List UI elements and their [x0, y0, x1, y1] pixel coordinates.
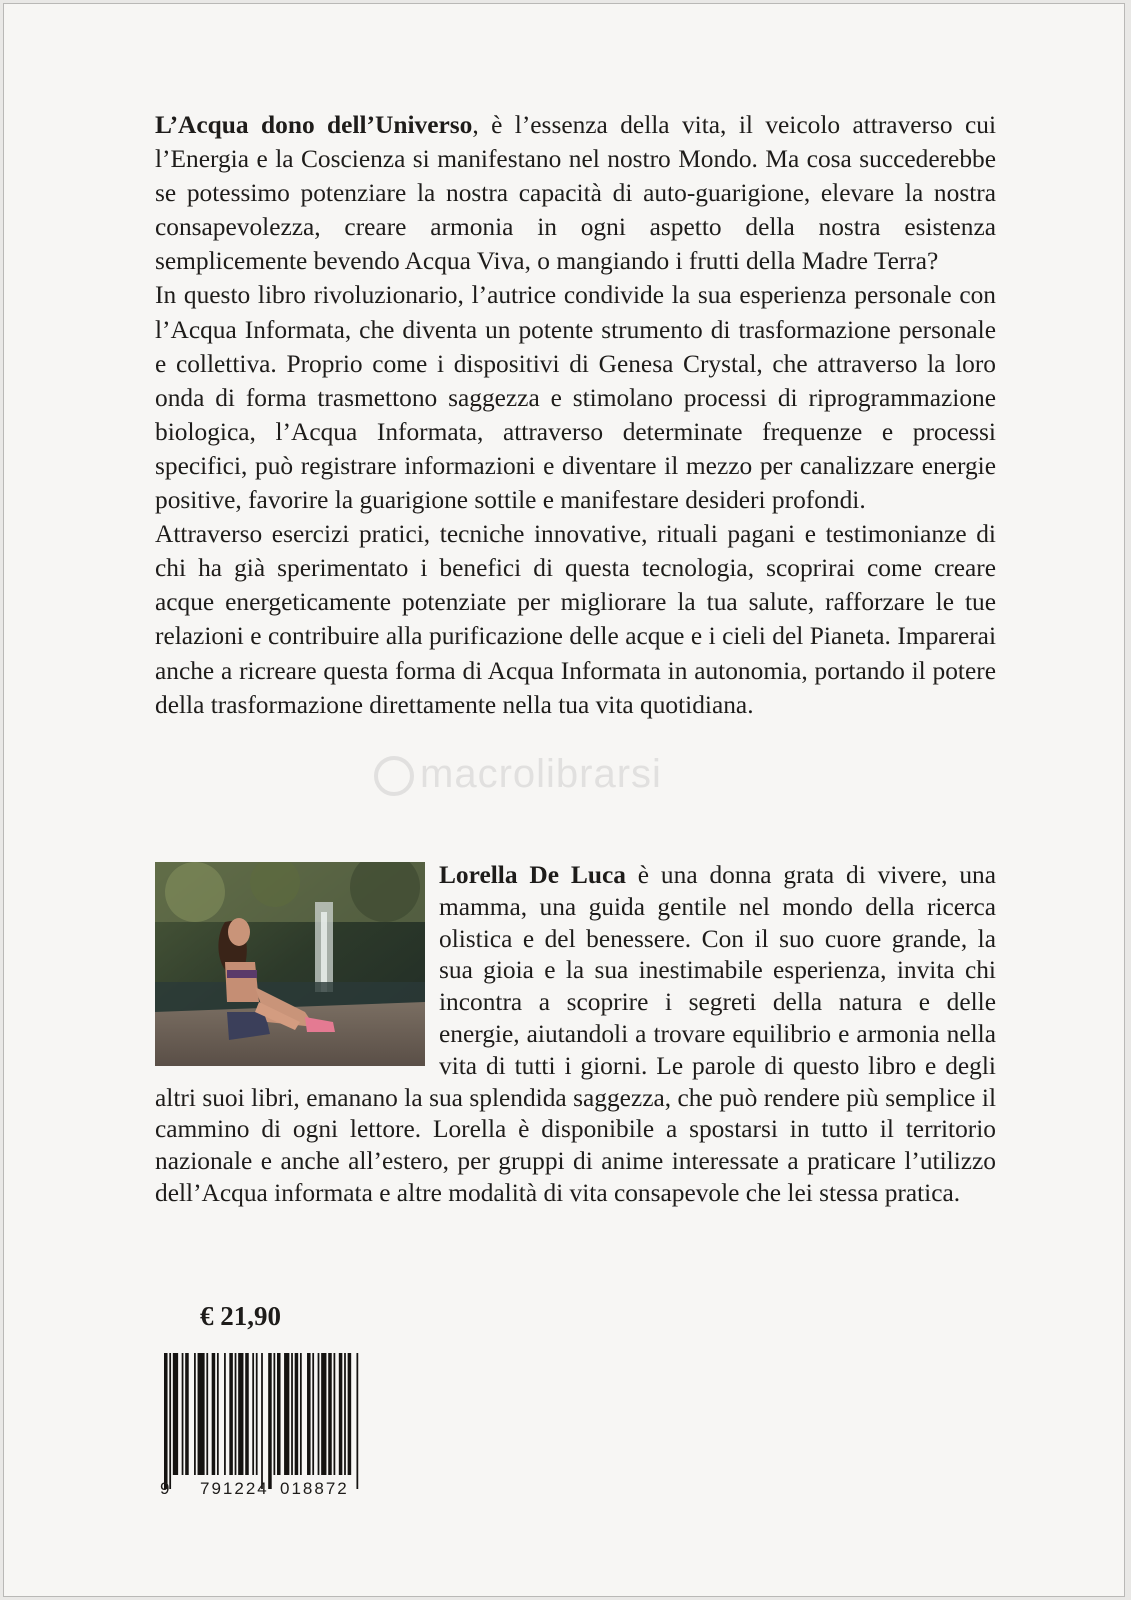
- barcode-bar: [334, 1353, 336, 1475]
- barcode-bar: [212, 1353, 216, 1475]
- blurb: [155, 108, 996, 722]
- barcode-bar: [312, 1353, 314, 1475]
- price: € 21,90: [200, 1301, 281, 1331]
- barcode-bar: [252, 1353, 254, 1475]
- author-photo: [155, 862, 425, 1066]
- barcode-bar: [194, 1353, 196, 1475]
- barcode-bar: [273, 1353, 275, 1475]
- barcode-bar: [182, 1353, 184, 1475]
- barcode-bar: [238, 1353, 243, 1475]
- barcode-bar: [307, 1353, 311, 1475]
- barcode-group-1: 791224: [200, 1479, 269, 1498]
- barcode-bar: [217, 1353, 219, 1475]
- barcode-bar: [328, 1353, 332, 1475]
- author-section: [155, 860, 996, 1210]
- blurb-p1-text: , è l’essenza della vita, il veicolo attraverso cui l’Energia e la Coscienza si manifestano nel nostro Mondo. Ma cosa succederebbe se potessimo potenziare la nostra capacità di auto-guarigione, elevare la nostra consapevolezza, creare armonia in ogni aspetto della nostra esistenza semplicemente bevendo Acqua Viva, o mangiando i frutti della Madre Terra?: [155, 111, 997, 276]
- barcode-bar: [344, 1353, 346, 1475]
- barcode-bar: [348, 1353, 352, 1475]
- barcode-bar: [164, 1353, 168, 1489]
- barcode-bar: [295, 1353, 299, 1475]
- barcode-bar: [235, 1353, 237, 1475]
- watermark-logo-icon: [374, 756, 414, 796]
- barcode-bar: [268, 1353, 272, 1489]
- author-bio: è una donna grata di vivere, una mamma, una guida gentile nel mondo della ricerca olistica e del benessere. Con il suo cuore grande, la sua gioia e la sua inestimabile esperienza, invita chi incontra a scoprire i segreti della natura e delle energie, aiutandoli a trovare equilibrio e armonia nella vita di tutti i giorni. Le parole di questo libro e degli altri suoi libri, emanano la sua splendida saggezza, che può rendere più semplice il cammino di ogni lettore. Lorella è disponibile a spostarsi in tutto il territorio nazionale e anche all’estero, per gruppi di anime interessate a praticare l’utilizzo dell’Acqua informata e altre modalità di vita consapevole che lei stessa pratica.: [155, 861, 996, 1207]
- barcode-group-2: 018872: [280, 1479, 349, 1498]
- barcode-bar: [356, 1353, 358, 1489]
- barcode-bar: [300, 1353, 302, 1475]
- barcode-bar: [229, 1353, 233, 1475]
- barcode-bar: [291, 1353, 293, 1475]
- barcode-bar: [185, 1353, 189, 1475]
- barcode-bar: [256, 1353, 258, 1475]
- blurb-paragraph-2: In questo libro rivoluzionario, l’autrice condivide la sua esperienza personale con l’Acqua Informata, che diventa un potente strumento di trasformazione personale e collettiva. Proprio come i dispositivi di Genesa Crystal, che attraverso la loro onda di forma trasmettono saggezza e stimolano processi di riprogrammazione biologica, l’Acqua Informata, attraverso determinate frequenze e processi specifici, può registrare informazioni e diventare il mezzo per canalizzare energie positive, favorire la guarigione sottile e manifestare desideri profondi.: [155, 281, 996, 515]
- watermark-text: macrolibrarsi: [420, 752, 662, 796]
- barcode-bar: [169, 1353, 171, 1489]
- barcode-bar: [284, 1353, 289, 1475]
- blurb-paragraph-3: Attraverso esercizi pratici, tecniche innovative, rituali pagani e testimonianze di chi ha già sperimentato i benefici di questa tecnologia, scoprirai come creare acque energeticamente potenziate per migliorare la tua salute, rafforzare le tue relazioni e contribuire alla purificazione delle acque e i cieli del Pianeta. Imparerai anche a ricreare questa forma di Acqua Informata in autonomia, portando il potere della trasformazione direttamente nella tua vita quotidiana.: [155, 520, 996, 719]
- barcode-bar: [198, 1353, 205, 1475]
- blurb-paragraph-1: [155, 108, 996, 278]
- barcode-lead-digit: 9: [160, 1479, 170, 1498]
- back-cover: [3, 3, 1125, 1597]
- barcode-bar: [224, 1353, 226, 1475]
- barcode-bar: [321, 1353, 326, 1475]
- author-name: Lorella De Luca: [439, 861, 626, 889]
- barcode-bar: [339, 1353, 343, 1475]
- blurb-title: L’Acqua dono dell’Universo: [155, 111, 473, 139]
- barcode-bar: [173, 1353, 178, 1475]
- barcode-bar: [318, 1353, 320, 1475]
- barcode-bar: [277, 1353, 281, 1475]
- barcode: [164, 1353, 360, 1489]
- barcode-bar: [245, 1353, 249, 1475]
- barcode-bar: [206, 1353, 208, 1475]
- barcode-bar: [261, 1353, 263, 1489]
- watermark: [374, 752, 662, 797]
